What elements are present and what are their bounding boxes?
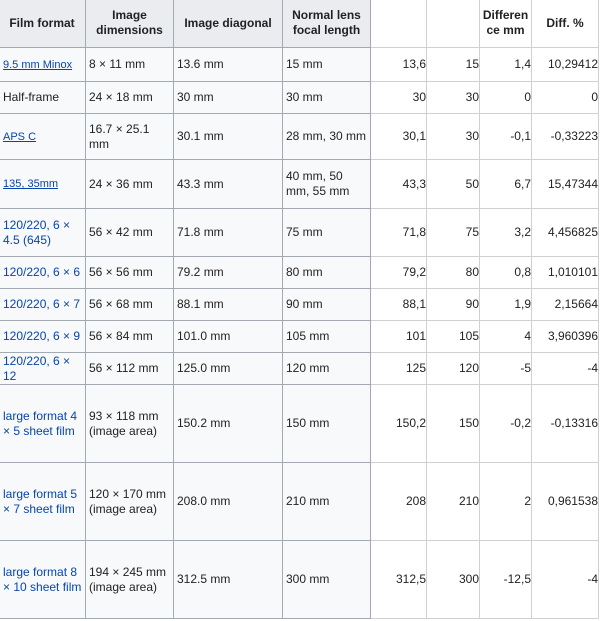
header-diff-percent[interactable]: Diff. %: [532, 0, 599, 48]
cell-difference-mm[interactable]: 1,9: [480, 289, 532, 321]
cell-lens[interactable]: 15 mm: [283, 48, 371, 82]
cell-diagonal-value[interactable]: 208: [371, 463, 427, 541]
cell-diff-percent[interactable]: -0,33223: [532, 114, 599, 160]
format-link[interactable]: [0, 114, 86, 160]
cell-diagonal[interactable]: 125.0 mm: [174, 353, 283, 385]
format-link-text[interactable]: large format 8 × 10 sheet film: [3, 564, 82, 594]
cell-diff-percent[interactable]: -0,13316: [532, 385, 599, 463]
cell-lens[interactable]: 75 mm: [283, 209, 371, 257]
table-row: [0, 48, 599, 82]
cell-diagonal-value[interactable]: 101: [371, 321, 427, 353]
cell-lens-value[interactable]: 80: [427, 257, 480, 289]
cell-lens[interactable]: 120 mm: [283, 353, 371, 385]
cell-lens[interactable]: 80 mm: [283, 257, 371, 289]
format-link-text[interactable]: 9.5 mm Minox: [3, 58, 73, 71]
format-link-text[interactable]: large format 5 × 7 sheet film: [3, 486, 78, 516]
header-image-diagonal[interactable]: Image diagonal: [174, 0, 283, 48]
cell-lens-value[interactable]: 30: [427, 82, 480, 114]
format-link[interactable]: [0, 463, 86, 541]
cell-lens-value[interactable]: 210: [427, 463, 480, 541]
format-link-text[interactable]: 120/220, 6 × 12: [3, 353, 71, 383]
header-image-dimensions[interactable]: Image dimensions: [86, 0, 174, 48]
cell-dimensions[interactable]: 56 × 42 mm: [86, 209, 174, 257]
cell-lens[interactable]: 90 mm: [283, 289, 371, 321]
cell-diagonal[interactable]: 150.2 mm: [174, 385, 283, 463]
cell-diff-percent[interactable]: 3,960396: [532, 321, 599, 353]
table-row: [0, 114, 599, 160]
table-row: [0, 541, 599, 619]
cell-lens[interactable]: 40 mm, 50 mm, 55 mm: [283, 160, 371, 209]
cell-diagonal[interactable]: 30 mm: [174, 82, 283, 114]
format-link[interactable]: [0, 385, 86, 463]
cell-dimensions[interactable]: 194 × 245 mm (image area): [86, 541, 174, 619]
cell-diff-percent[interactable]: 2,15664: [532, 289, 599, 321]
cell-diagonal[interactable]: 43.3 mm: [174, 160, 283, 209]
cell-lens-value[interactable]: 30: [427, 114, 480, 160]
header-normal-lens[interactable]: Normal lens focal length: [283, 0, 371, 48]
cell-blank[interactable]: [371, 0, 427, 48]
table-row: [0, 82, 599, 114]
cell-lens[interactable]: 300 mm: [283, 541, 371, 619]
cell-difference-mm[interactable]: 0,8: [480, 257, 532, 289]
cell-dimensions[interactable]: 16.7 × 25.1 mm: [86, 114, 174, 160]
cell-dimensions[interactable]: 24 × 18 mm: [86, 82, 174, 114]
cell-diagonal[interactable]: 30.1 mm: [174, 114, 283, 160]
format-link[interactable]: [0, 160, 86, 209]
format-link[interactable]: [0, 541, 86, 619]
cell-diagonal-value[interactable]: 79,2: [371, 257, 427, 289]
cell-diagonal[interactable]: 312.5 mm: [174, 541, 283, 619]
format-link[interactable]: [0, 209, 86, 257]
cell-difference-mm[interactable]: -0,2: [480, 385, 532, 463]
cell-lens-value[interactable]: 15: [427, 48, 480, 82]
format-link-text[interactable]: 120/220, 6 × 9: [3, 329, 81, 343]
cell-difference-mm[interactable]: -0,1: [480, 114, 532, 160]
cell-diagonal-value[interactable]: 150,2: [371, 385, 427, 463]
cell-difference-mm[interactable]: 3,2: [480, 209, 532, 257]
table-row: [0, 463, 599, 541]
cell-diagonal[interactable]: 208.0 mm: [174, 463, 283, 541]
table-row: [0, 353, 599, 385]
table-row: [0, 209, 599, 257]
cell-lens[interactable]: 210 mm: [283, 463, 371, 541]
cell-diagonal-value[interactable]: 43,3: [371, 160, 427, 209]
format-link[interactable]: [0, 48, 86, 82]
format-link[interactable]: [0, 257, 86, 289]
format-link-text[interactable]: 120/220, 6 × 6: [3, 265, 81, 279]
cell-dimensions[interactable]: 8 × 11 mm: [86, 48, 174, 82]
cell-difference-mm[interactable]: 1,4: [480, 48, 532, 82]
cell-diff-percent[interactable]: 10,29412: [532, 48, 599, 82]
format-link-text[interactable]: large format 4 × 5 sheet film: [3, 408, 78, 438]
format-link[interactable]: [0, 321, 86, 353]
cell-diagonal-value[interactable]: 88,1: [371, 289, 427, 321]
cell-diff-percent[interactable]: 15,47344: [532, 160, 599, 209]
cell-lens-value[interactable]: 105: [427, 321, 480, 353]
format-link-text[interactable]: 120/220, 6 × 4.5 (645): [3, 217, 71, 247]
cell-diff-percent[interactable]: 0,961538: [532, 463, 599, 541]
cell-diff-percent[interactable]: 1,010101: [532, 257, 599, 289]
cell-lens[interactable]: 30 mm: [283, 82, 371, 114]
cell-lens-value[interactable]: 50: [427, 160, 480, 209]
cell-dimensions[interactable]: 93 × 118 mm (image area): [86, 385, 174, 463]
format-link[interactable]: [0, 289, 86, 321]
cell-lens-value[interactable]: 150: [427, 385, 480, 463]
cell-diff-percent[interactable]: -4: [532, 353, 599, 385]
cell-diagonal-value[interactable]: 125: [371, 353, 427, 385]
cell-diagonal[interactable]: 71.8 mm: [174, 209, 283, 257]
cell-diagonal[interactable]: 79.2 mm: [174, 257, 283, 289]
format-link-text[interactable]: APS C: [3, 130, 37, 143]
cell-dimensions[interactable]: 56 × 84 mm: [86, 321, 174, 353]
cell-format[interactable]: Half-frame: [0, 82, 86, 114]
cell-lens-value[interactable]: 90: [427, 289, 480, 321]
cell-diagonal-value[interactable]: 30: [371, 82, 427, 114]
cell-diff-percent[interactable]: 0: [532, 82, 599, 114]
format-link[interactable]: [0, 353, 86, 385]
cell-diagonal-value[interactable]: 71,8: [371, 209, 427, 257]
table-row: [0, 257, 599, 289]
table-row: [0, 385, 599, 463]
cell-diagonal-value[interactable]: 312,5: [371, 541, 427, 619]
cell-difference-mm[interactable]: 2: [480, 463, 532, 541]
cell-dimensions[interactable]: 56 × 56 mm: [86, 257, 174, 289]
header-film-format[interactable]: Film format: [0, 0, 86, 48]
table-row: [0, 160, 599, 209]
cell-difference-mm[interactable]: 0: [480, 82, 532, 114]
cell-blank[interactable]: [427, 0, 480, 48]
cell-lens[interactable]: 28 mm, 30 mm: [283, 114, 371, 160]
cell-lens[interactable]: 150 mm: [283, 385, 371, 463]
header-difference-mm[interactable]: Differen ce mm: [480, 0, 532, 48]
cell-difference-mm[interactable]: 6,7: [480, 160, 532, 209]
format-link-text[interactable]: 120/220, 6 × 7: [3, 297, 81, 311]
cell-diagonal-value[interactable]: 30,1: [371, 114, 427, 160]
cell-lens-value[interactable]: 120: [427, 353, 480, 385]
cell-dimensions[interactable]: 120 × 170 mm (image area): [86, 463, 174, 541]
format-link-text[interactable]: 135, 35mm: [3, 178, 59, 190]
cell-difference-mm[interactable]: -12,5: [480, 541, 532, 619]
cell-difference-mm[interactable]: 4: [480, 321, 532, 353]
cell-lens-value[interactable]: 300: [427, 541, 480, 619]
cell-lens[interactable]: 105 mm: [283, 321, 371, 353]
cell-diff-percent[interactable]: -4: [532, 541, 599, 619]
header-row: [0, 0, 599, 48]
cell-diagonal[interactable]: 13.6 mm: [174, 48, 283, 82]
cell-dimensions[interactable]: 24 × 36 mm: [86, 160, 174, 209]
cell-dimensions[interactable]: 56 × 112 mm: [86, 353, 174, 385]
table-row: [0, 289, 599, 321]
cell-dimensions[interactable]: 56 × 68 mm: [86, 289, 174, 321]
cell-diff-percent[interactable]: 4,456825: [532, 209, 599, 257]
cell-diagonal-value[interactable]: 13,6: [371, 48, 427, 82]
table-row: [0, 321, 599, 353]
cell-diagonal[interactable]: 88.1 mm: [174, 289, 283, 321]
cell-diagonal[interactable]: 101.0 mm: [174, 321, 283, 353]
cell-difference-mm[interactable]: -5: [480, 353, 532, 385]
cell-lens-value[interactable]: 75: [427, 209, 480, 257]
